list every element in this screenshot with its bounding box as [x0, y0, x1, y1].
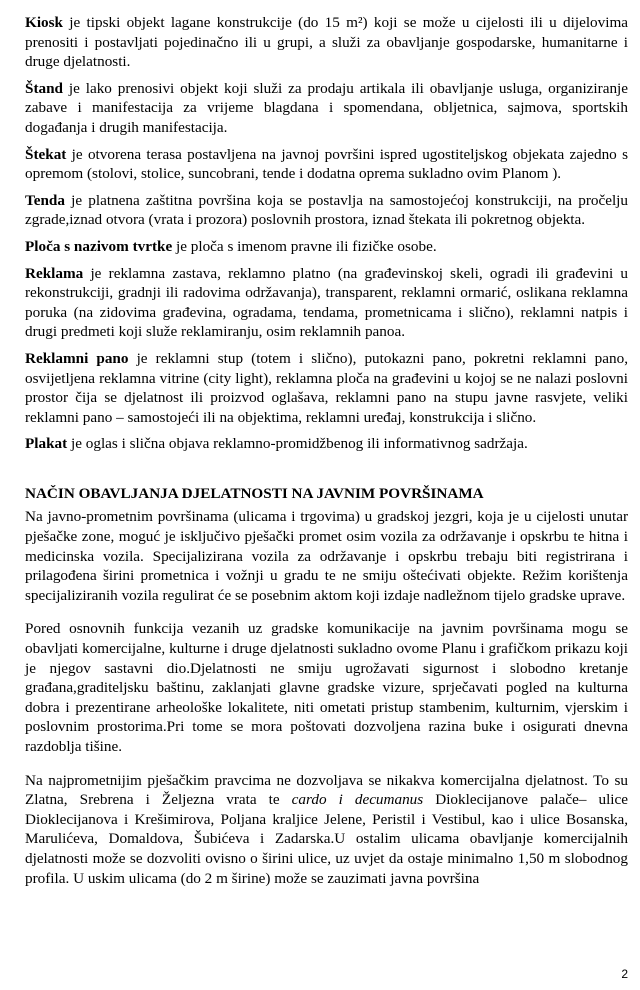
definition-term: Reklama — [25, 264, 84, 282]
definition-text: je oglas i slična objava reklamno-promidžbenog ili informativnog sadržaja. — [67, 435, 528, 453]
definition-text: je reklamna zastava, reklamno platno (na građevinskoj skeli, ogradi ili građevini u rekonstrukciji, gradnji ili radovima održavanja), transparent, reklamni ormarić, oslikana reklamna poruka (na zidovima građevina, ogradama, tendama, prometnicama i slično), reklamni natpis i drugi predmeti koji služe reklamiranju, osim reklamnih panoa. — [25, 264, 628, 341]
definition-reklamni-pano — [25, 349, 628, 427]
definition-tenda — [25, 191, 628, 230]
paragraph-text: Na najprometnijim pješačkim pravcima ne dozvoljava se nikakva komercijalna djelatnost. To su Zlatna, Srebrena i Željezna vrata te — [25, 771, 628, 809]
section-paragraph: Pored osnovnih funkcija vezanih uz gradske komunikacije na javnim površinama mogu se obavljati komercijalne, kulturne i druge djelatnosti sukladno ovome Planu i grafičkom prikazu koji je njegov sastavni dio.Djelatnosti ne smiju ugrožavati sigurnost i slobodno kretanje građana,graditeljsku baštinu, zaklanjati glavne gradske vizure, sprječavati pogled na kulturna dobra i prezentirane arheološke lokalitete, niti ometati pristup stambenim, kulturnim, vjerskim i poslovnim prostorima.Pri tome se mora poštovati dozvoljena razina buke i osigurati dnevna razdoblja tišine. — [25, 620, 628, 755]
definition-text: je otvorena terasa postavljena na javnoj površini ispred ugostiteljskog objekata zajedno s opremom (stolovi, stolice, suncobrani, tende i dodatna oprema sukladno ovim Planom ). — [25, 145, 628, 183]
definition-text: je tipski objekt lagane konstrukcije (do 15 m²) koji se može u cijelosti ili u dijelovima prenositi i postavljati pojedinačno ili u grupi, a služi za obavljanje gospodarske, humanitarne i druge djelatnosti. — [25, 14, 628, 71]
italic-term: cardo i decumanus — [291, 791, 424, 809]
definition-plakat — [25, 434, 628, 454]
definition-text: je platnena zaštitna površina koja se postavlja na samostojećoj konstrukciji, na pročelju zgrade,iznad otvora (vrata i prozora) poslovnih prostora, iznad štekata ili pokretnog objekta. — [25, 191, 628, 229]
definition-term: Plakat — [25, 435, 68, 453]
definition-stekat — [25, 145, 628, 184]
definition-ploca — [25, 237, 628, 257]
definition-stand — [25, 79, 628, 138]
definition-term: Ploča s nazivom tvrtke — [25, 237, 173, 255]
definition-term: Kiosk — [25, 14, 63, 31]
section-heading: NAČIN OBAVLJANJA DJELATNOSTI NA JAVNIM POVRŠINAMA — [25, 484, 484, 502]
definition-term: Reklamni pano — [25, 349, 129, 367]
section-paragraph — [25, 771, 628, 889]
definition-kiosk — [25, 13, 628, 72]
definition-text: je reklamni stup (totem i slično), putokazni pano, pokretni reklamni pano, osvijetljena reklamna vitrine (city light), reklamna ploča na građevini u kojoj se ne nalazi poslovni prostor čija se djelatnost ili proizvod oglašava, reklamni pano na stupu javne rasvjete, veliki reklamni pano – samostojeći ili na objektima, reklamni uređaj, konstrukcija i slično. — [25, 349, 629, 426]
page-number: 2 — [621, 967, 628, 981]
definition-text: je lako prenosivi objekt koji služi za prodaju artikala ili obavljanje usluga, organiziranje zabave i manifestacija za vrijeme blagdana i spomendana, obljetnica, sajmova, sportskih događanja i drugih manifestacija. — [25, 79, 628, 136]
definition-text: je ploča s imenom pravne ili fizičke osobe. — [172, 237, 437, 255]
definition-term: Tenda — [25, 191, 65, 209]
document-page — [25, 13, 628, 895]
definition-term: Štekat — [25, 145, 67, 163]
section-paragraph: Na javno-prometnim površinama (ulicama i trgovima) u gradskoj jezgri, koja je u cijelosti unutar pješačke zone, moguć je isključivo pješački promet osim vozila za održavanje i opskrbu te hitna i medicinska vozila. Specijalizirana vozila za održavanje i opskrbu trebaju biti registrirana i prilagođena širini prometnica i vožnji u gradu te ne smiju oštećivati objekte. Režim korištenja specijaliziranih vozila regulirat će se posebnim aktom koji izdaje nadležnom tijelo gradske uprave. — [25, 508, 628, 604]
paragraph-text: Dioklecijanove palače– ulice Dioklecijanova i Krešimirova, Poljana kraljice Jelene, Peristil i Vestibul, kao i ulice Bosanska, Marulićeva, Domaldova, Šubićeva i Zadarska.U ostalim ulicama obavljanje komercijalnih djelatnosti može se dozvoliti ovisno o širini ulice, uz uvjet da ostaje minimalno 1,50 m slobodnog profila. U uskim ulicama (do 2 m širine) može se zauzimati javna površina — [25, 791, 628, 887]
definition-reklama — [25, 264, 628, 342]
definition-term: Štand — [25, 79, 63, 97]
